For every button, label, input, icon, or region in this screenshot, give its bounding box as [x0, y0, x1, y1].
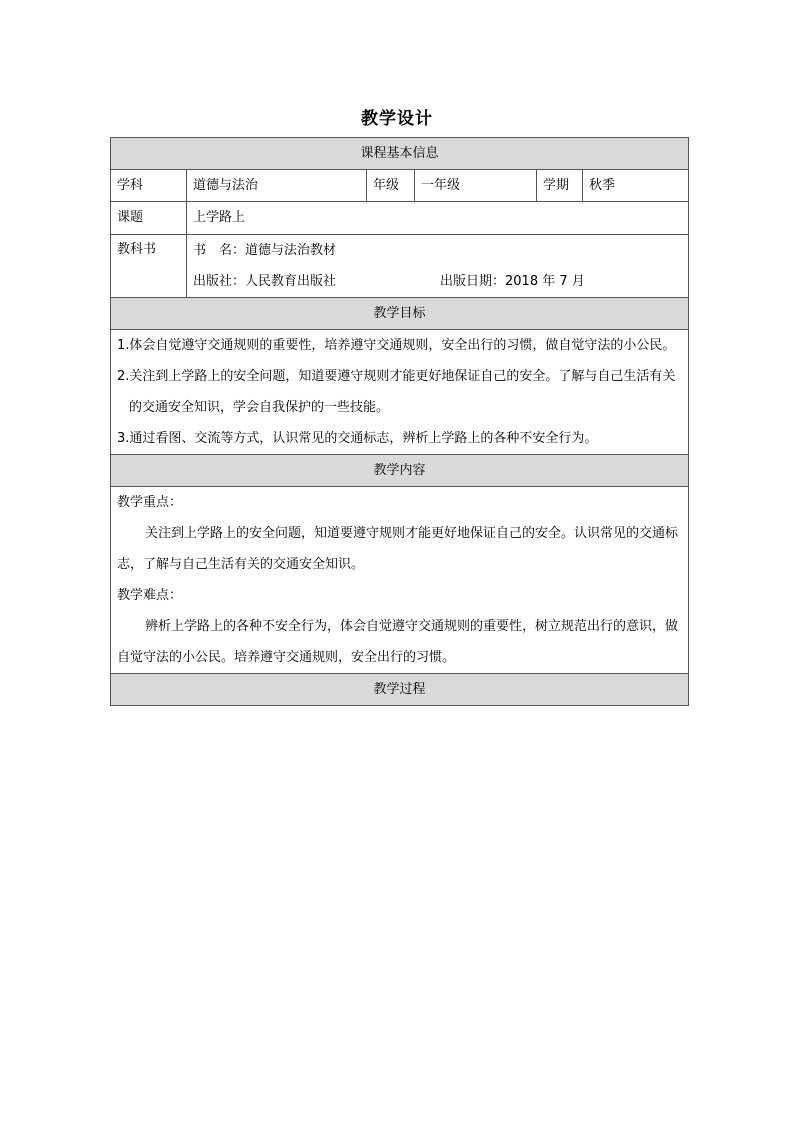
textbook-info	[187, 235, 689, 298]
goal-item-1: 1.体会自觉遵守交通规则的重要性，培养遵守交通规则，安全出行的习惯，做自觉守法的小公民。	[117, 338, 676, 353]
content-header: 教学内容	[111, 455, 689, 487]
lesson-plan-table	[110, 137, 689, 706]
key-points-label: 教学重点：	[117, 495, 183, 510]
book-name: 书 名：道德与法治教材	[193, 243, 337, 258]
term-label: 学期	[537, 170, 583, 202]
subject-label: 学科	[111, 170, 187, 202]
publisher: 出版社：人民教育出版社	[193, 274, 337, 289]
subject-value: 道德与法治	[187, 170, 367, 202]
grade-label: 年级	[367, 170, 415, 202]
publisher-line	[193, 266, 682, 297]
key-points-text: 关注到上学路上的安全问题，知道要遵守规则才能更好地保证自己的安全。认识常见的交通标志，了解与自己生活有关的交通安全知识。	[117, 526, 679, 572]
goal-item-2: 2.关注到上学路上的安全问题，知道要遵守规则才能更好地保证自己的安全。了解与自己生活有关的交通安全知识，学会自我保护的一些技能。	[117, 369, 676, 415]
topic-label: 课题	[111, 202, 187, 235]
grade-value: 一年级	[415, 170, 537, 202]
publication-date: 出版日期：2018 年 7 月	[440, 274, 585, 289]
difficult-points-text: 辨析上学路上的各种不安全行为，体会自觉遵守交通规则的重要性，树立规范出行的意识，做自觉守法的小公民。培养遵守交通规则，安全出行的习惯。	[117, 619, 679, 665]
term-value: 秋季	[583, 170, 689, 202]
difficult-points-label: 教学难点：	[117, 588, 183, 603]
textbook-label: 教科书	[111, 235, 187, 298]
process-header: 教学过程	[111, 674, 689, 706]
content-body	[111, 487, 689, 674]
goals-header: 教学目标	[111, 298, 689, 330]
goal-item-3: 3.通过看图、交流等方式，认识常见的交通标志，辨析上学路上的各种不安全行为。	[117, 431, 598, 446]
basic-info-header: 课程基本信息	[111, 138, 689, 170]
document-title: 教学设计	[361, 109, 433, 129]
goals-body	[111, 330, 689, 455]
topic-value: 上学路上	[187, 202, 689, 235]
